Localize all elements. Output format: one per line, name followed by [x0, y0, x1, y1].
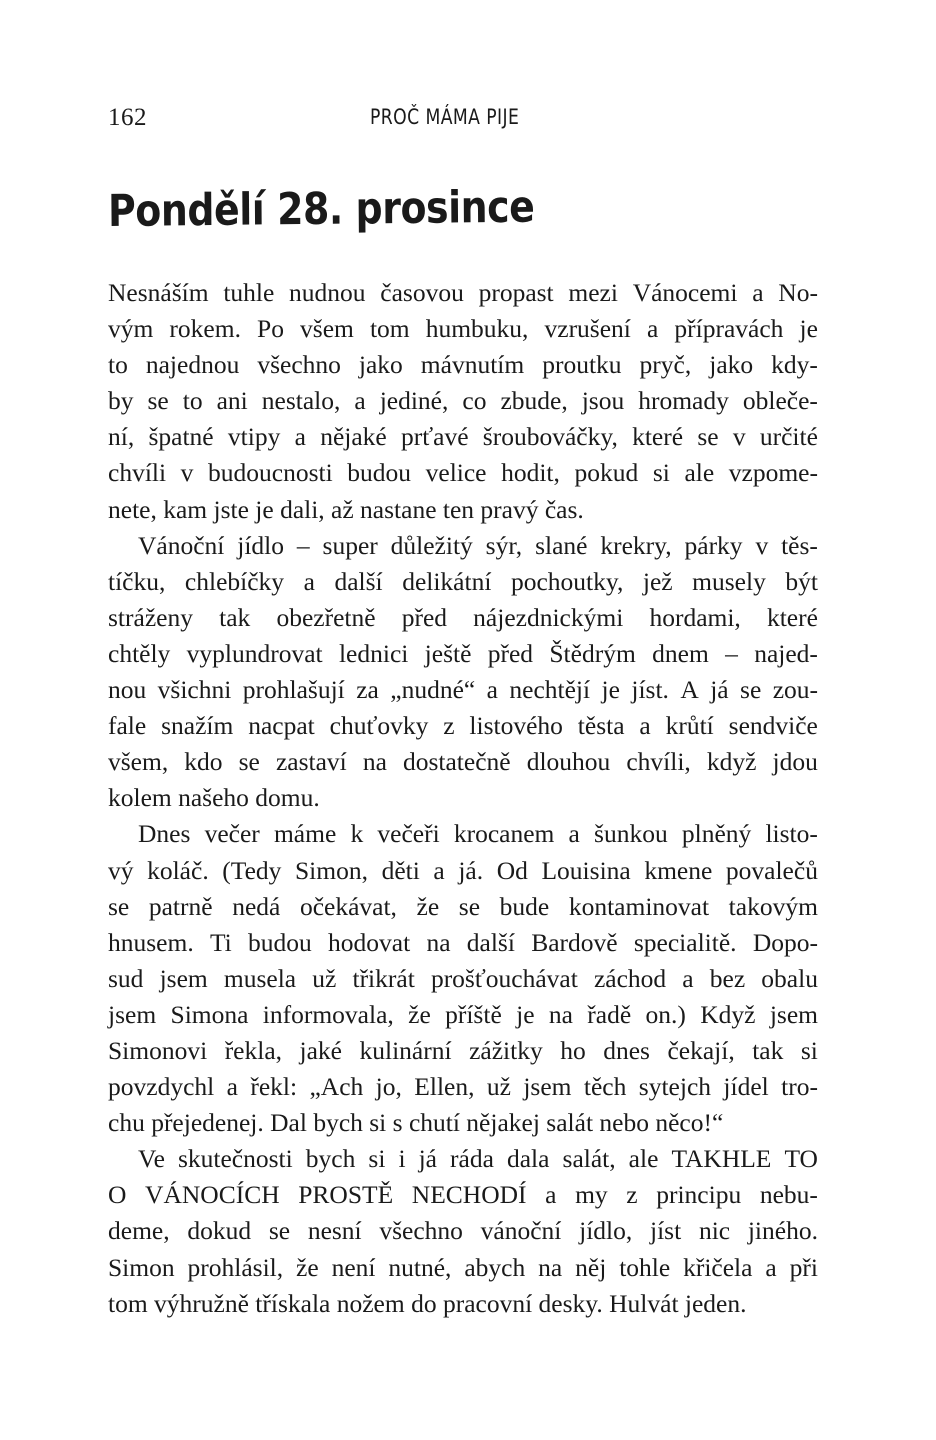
text-line: vým rokem. Po všem tom humbuku, vzrušení a přípravách je	[108, 314, 818, 344]
text-line: Simonovi řekla, jaké kulinární zážitky ho dnes čekají, tak si	[108, 1035, 818, 1065]
paragraph	[108, 528, 818, 817]
text-line: vý koláč. (Tedy Simon, děti a já. Od Louisina kmene povalečů	[108, 855, 818, 885]
text-line: chu přejedenej. Dal bych si s chutí nějakej salát nebo něco!“	[108, 1108, 724, 1138]
paragraph	[108, 816, 818, 1141]
text-line: sud jsem musela už třikrát prošťouchávat záchod a bez obalu	[108, 963, 818, 993]
text-line: to najednou všechno jako mávnutím proutku pryč, jako kdy-	[108, 350, 818, 380]
text-line: fale snažím nacpat chuťovky z listového těsta a krůtí sendviče	[108, 711, 818, 741]
text-line: tom výhružně třískala nožem do pracovní desky. Hulvát jeden.	[108, 1288, 747, 1318]
text-line: Simon prohlásil, že není nutné, abych na něj tohle křičela a při	[108, 1252, 818, 1282]
text-line: jsem Simona informovala, že příště je na řadě on.) Když jsem	[108, 999, 818, 1029]
text-line: hnusem. Ti budou hodovat na další Bardově specialitě. Dopo-	[108, 927, 818, 957]
paragraph	[108, 275, 818, 528]
text-line: stráženy tak obezřetně před nájezdnickými hordami, které	[108, 602, 818, 632]
paragraph	[108, 1141, 818, 1321]
text-line: Vánoční jídlo – super důležitý sýr, slané krekry, párky v těs-	[138, 530, 818, 560]
text-line: kolem našeho domu.	[108, 783, 320, 813]
text-line: Nesnáším tuhle nudnou časovou propast mezi Vánocemi a No-	[108, 278, 818, 307]
text-line: se patrně nedá očekávat, že se bude kontaminovat takovým	[108, 891, 818, 921]
text-line: tíčku, chlebíčky a další delikátní pochoutky, jež musely být	[108, 566, 818, 596]
body-text	[108, 275, 818, 1322]
text-line: deme, dokud se nesní všechno vánoční jídlo, jíst nic jiného.	[108, 1216, 818, 1246]
text-line: všem, kdo se zastaví na dostatečně dlouhou chvíli, když jdou	[108, 747, 818, 777]
page-number: 162	[108, 104, 147, 131]
text-line: povzdychl a řekl: „Ach jo, Ellen, už jsem těch sytejch jídel tro-	[108, 1072, 818, 1102]
text-line: chtěly vyplundrovat lednici ještě před Štědrým dnem – najed-	[108, 638, 818, 668]
chapter-heading: Pondělí 28. prosince	[107, 181, 535, 237]
text-line: ní, špatné vtipy a nějaké prťavé šroubováčky, které se v určité	[108, 422, 818, 452]
text-line: by se to ani nestalo, a jediné, co zbude, jsou hromady obleče-	[108, 386, 818, 416]
running-header	[108, 104, 818, 138]
text-line: chvíli v budoucnosti budou velice hodit, pokud si ale vzpome-	[108, 458, 818, 488]
text-line: nete, kam jste je dali, až nastane ten pravý čas.	[108, 494, 584, 524]
text-line: Dnes večer máme k večeři krocanem a šunkou plněný listo-	[138, 819, 818, 849]
text-line: Ve skutečnosti bych si i já ráda dala salát, ale TAKHLE TO	[138, 1144, 818, 1174]
book-title: PROČ MÁMA PIJE	[370, 105, 520, 129]
text-line: nou všichni prohlašují za „nudné“ a nechtějí je jíst. A já se zou-	[108, 675, 818, 705]
text-line: O VÁNOCÍCH PROSTĚ NECHODÍ a my z principu nebu-	[108, 1180, 818, 1210]
